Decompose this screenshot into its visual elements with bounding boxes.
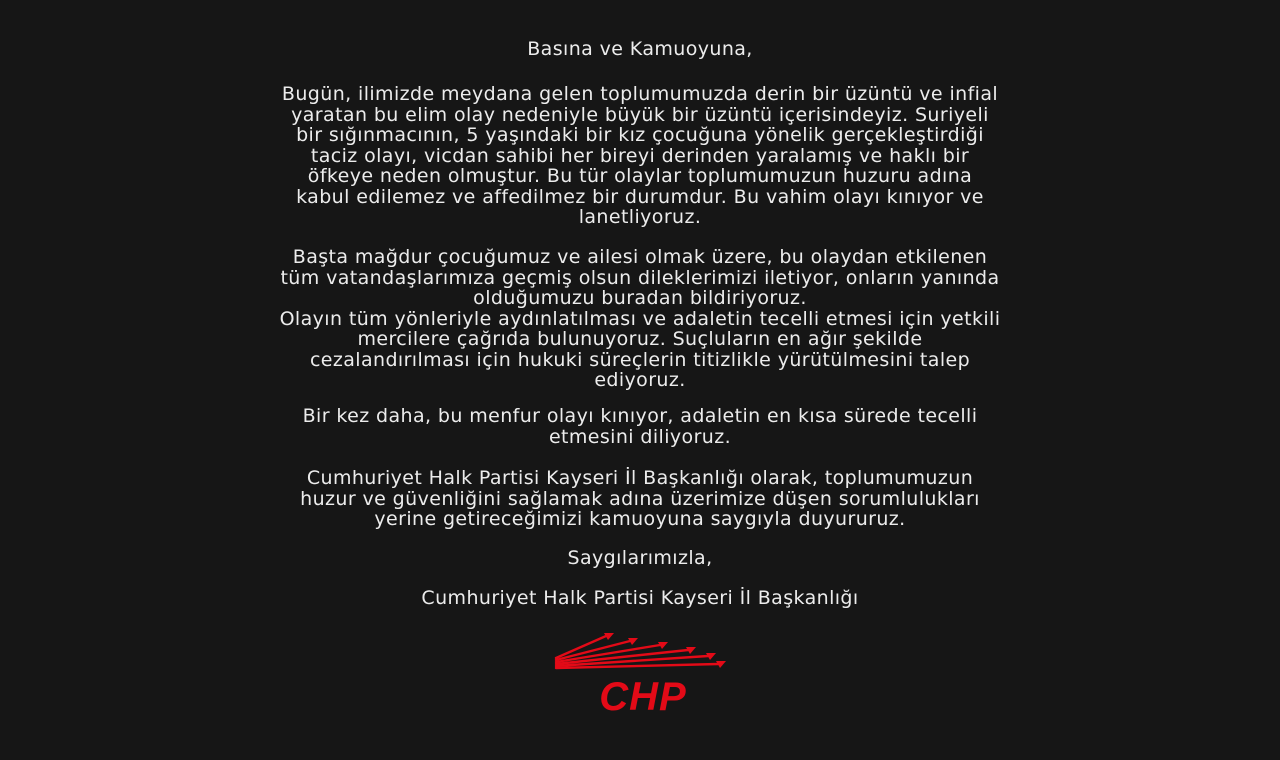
chp-logo	[548, 630, 738, 716]
signature: Cumhuriyet Halk Partisi Kayseri İl Başkanlığı	[421, 587, 859, 609]
paragraph-condolences: Başta mağdur çocuğumuz ve ailesi olmak üzere, bu olaydan etkilenen tüm vatandaşlarımıza geçmiş olsun dileklerimizi iletiyor, onların yanında olduğumuzu buradan bildiriyoruz. Olayın tüm yönleriyle aydınlatılması ve adaletin tecelli etmesi için yetkili mercilere çağrıda bulunuyoruz. Suçluların en ağır şekilde cezalandırılması için hukuki süreçlerin titizlikle yürütülmesini talep ediyoruz.	[279, 246, 1001, 391]
paragraph-announcement: Cumhuriyet Halk Partisi Kayseri İl Başkanlığı olarak, toplumumuzun huzur ve güvenliğini sağlamak adına üzerimize düşen sorumlulukları yerine getireceğimizi kamuoyuna saygıyla duyururuz.	[300, 467, 980, 530]
six-arrows-icon	[556, 633, 726, 668]
greeting: Basına ve Kamuoyuna,	[527, 38, 753, 60]
chp-logo-text: CHP	[599, 675, 687, 716]
paragraph-justice: Bir kez daha, bu menfur olayı kınıyor, adaletin en kısa sürede tecelli etmesini diliyoruz.	[302, 405, 978, 448]
closing: Saygılarımızla,	[567, 547, 713, 569]
paragraph-condemnation: Bugün, ilimizde meydana gelen toplumumuzda derin bir üzüntü ve infial yaratan bu elim olay nedeniyle büyük bir üzüntü içerisindeyiz. Suriyeli bir sığınmacının, 5 yaşındaki bir kız çocuğuna yönelik gerçekleştirdiği taciz olayı, vicdan sahibi her bireyi derinden yaralamış ve haklı bir öfkeye neden olmuştur. Bu tür olaylar toplumumuzun huzuru adına kabul edilemez ve affedilmez bir durumdur. Bu vahim olayı kınıyor ve lanetliyoruz.	[281, 83, 999, 228]
